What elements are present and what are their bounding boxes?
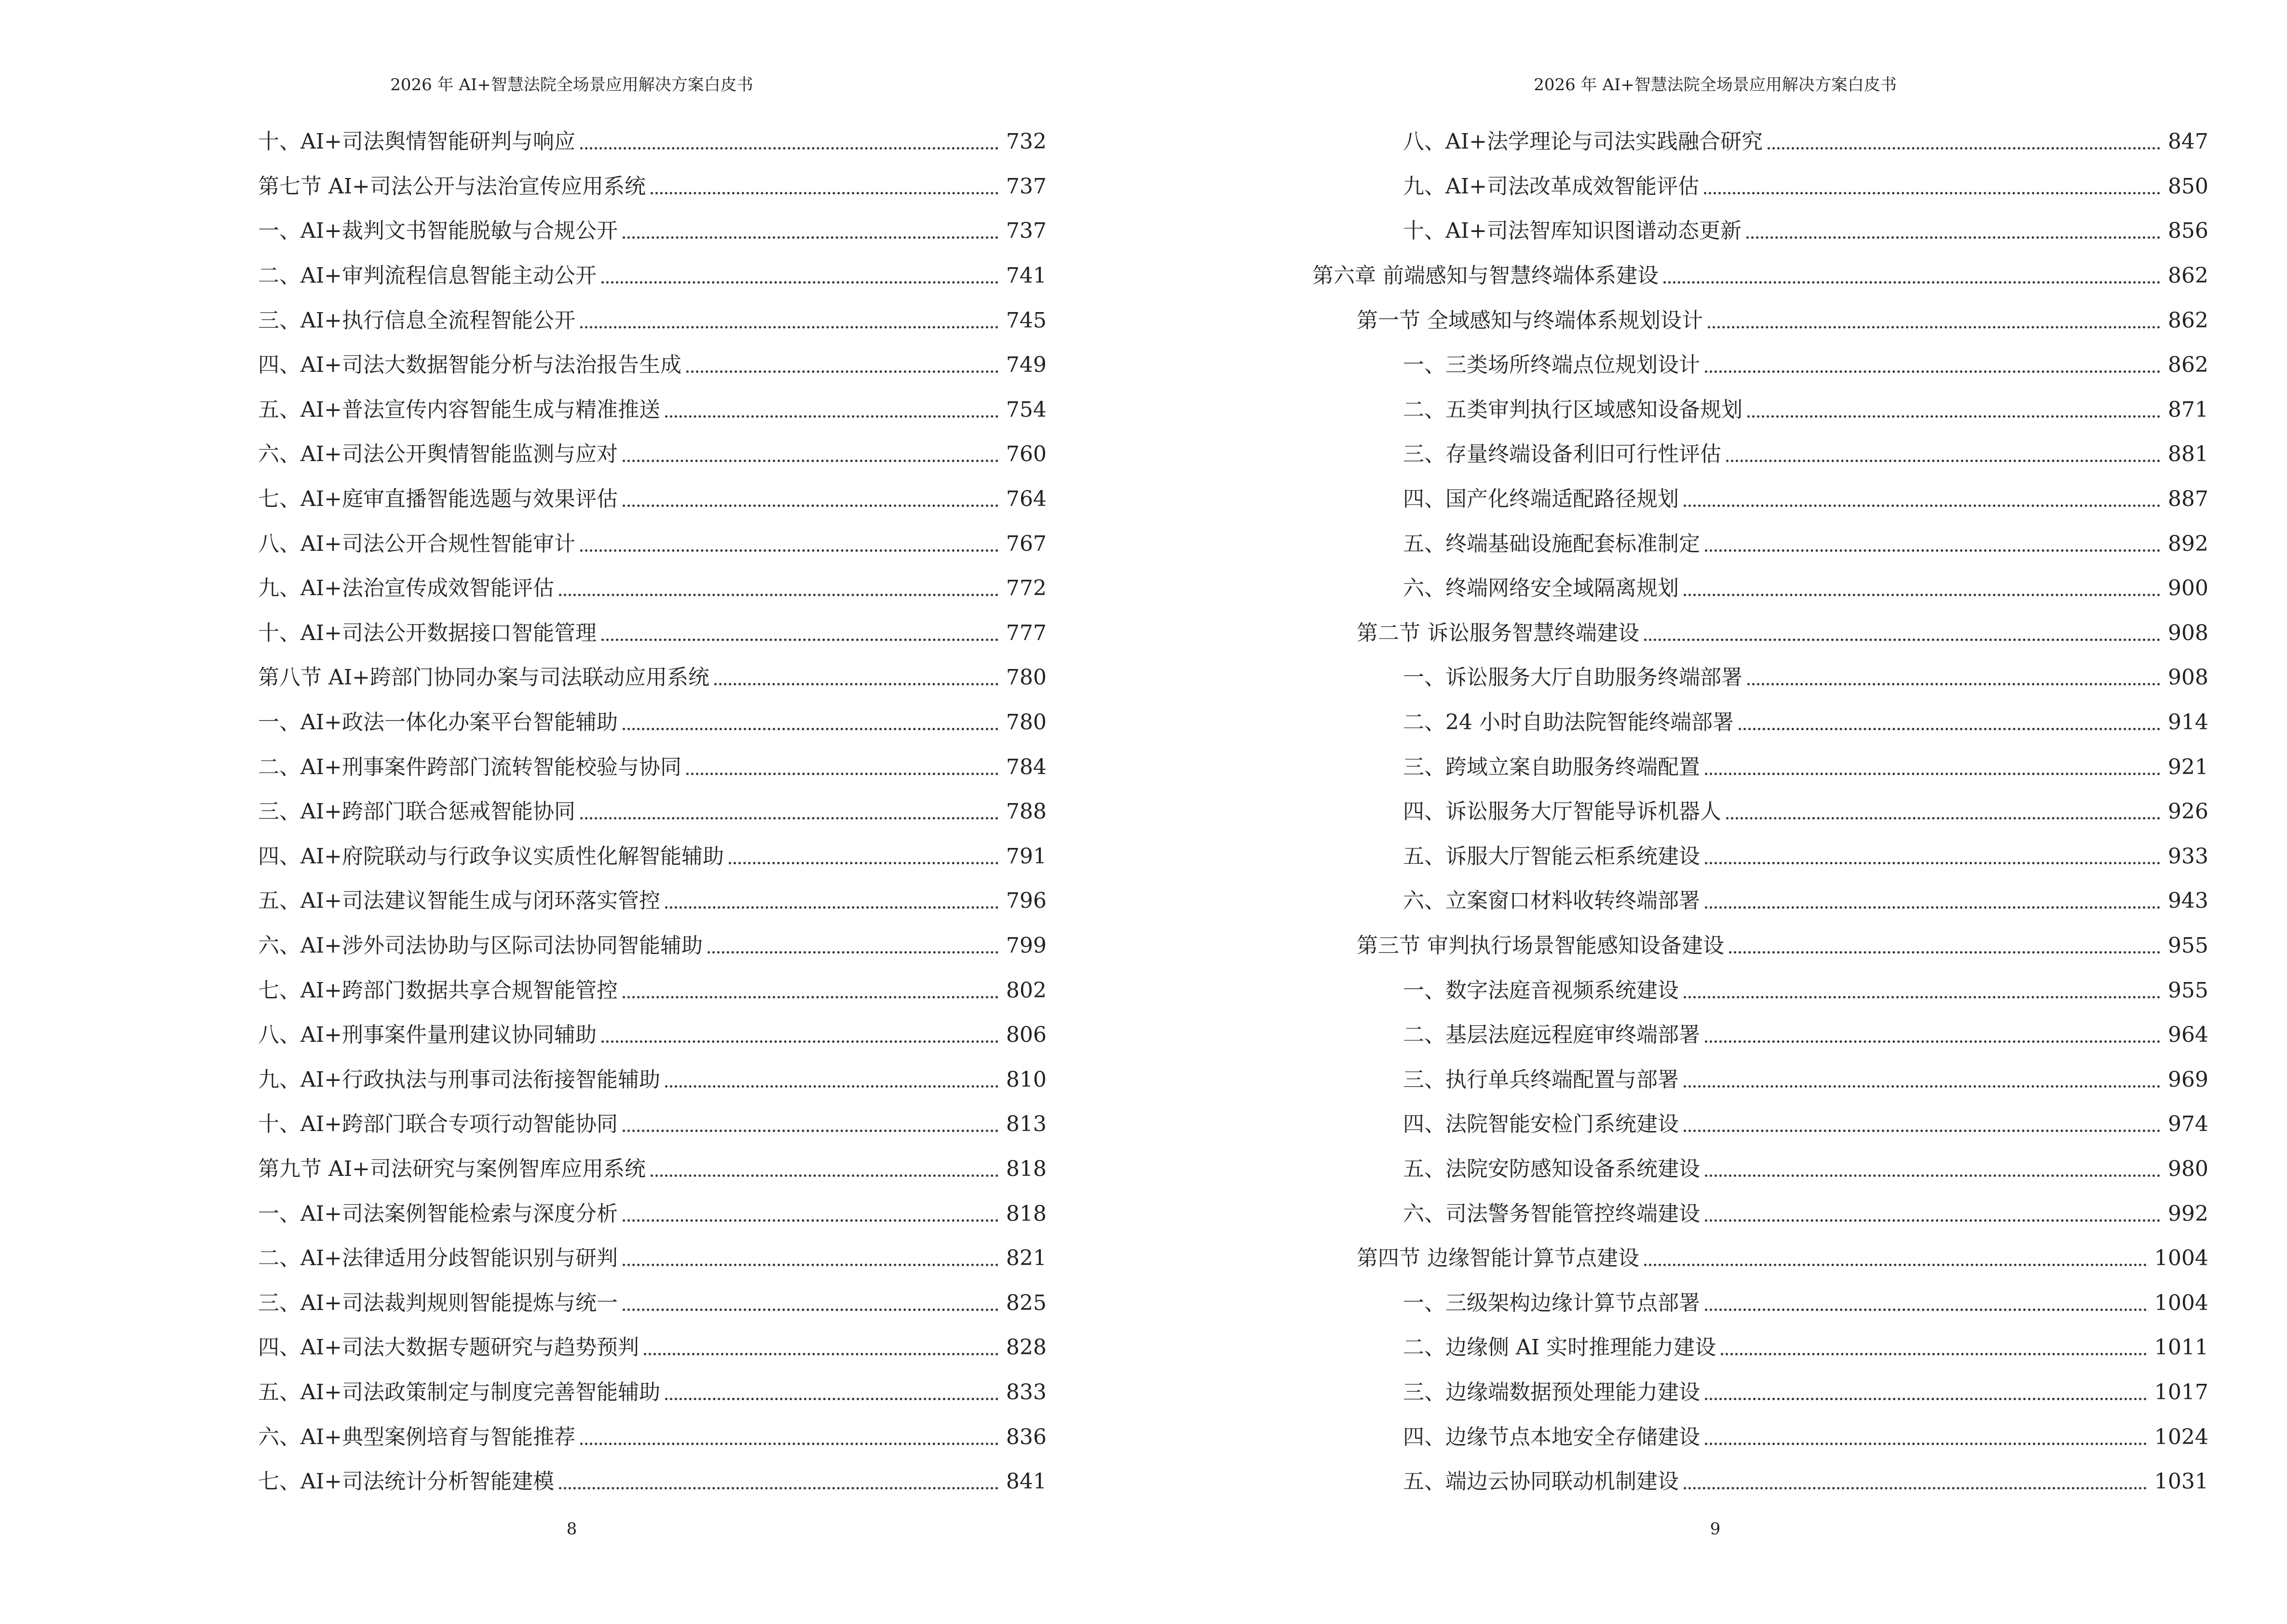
toc-subsection-entry[interactable] — [214, 432, 1047, 477]
toc-entry-page-number: 825 — [1006, 1290, 1047, 1315]
toc-dot-leader — [1705, 1427, 2147, 1448]
toc-dot-leader — [1705, 533, 2160, 555]
toc-entry-title: 四、国产化终端适配路径规划 — [1403, 487, 1679, 512]
toc-dot-leader — [686, 355, 998, 376]
toc-entry-page-number: 813 — [1006, 1112, 1047, 1137]
toc-subsection-entry[interactable] — [1312, 968, 2208, 1013]
toc-subsection-entry[interactable] — [214, 209, 1047, 254]
toc-entry-title: 一、三类场所终端点位规划设计 — [1403, 353, 1700, 378]
toc-section-entry[interactable] — [214, 164, 1047, 209]
toc-entry-page-number: 749 — [1006, 353, 1047, 378]
toc-subsection-entry[interactable] — [214, 1415, 1047, 1460]
toc-entry-page-number: 836 — [1006, 1424, 1047, 1449]
toc-subsection-entry[interactable] — [214, 521, 1047, 566]
toc-dot-leader — [665, 1382, 998, 1403]
toc-dot-leader — [1708, 310, 2160, 331]
toc-entry-title: 第九节 AI+司法研究与案例智库应用系统 — [258, 1156, 646, 1181]
toc-dot-leader — [623, 444, 998, 465]
toc-entry-page-number: 862 — [2168, 353, 2208, 378]
toc-entry-page-number: 908 — [2168, 665, 2208, 690]
toc-subsection-entry[interactable] — [214, 611, 1047, 656]
toc-entry-page-number: 767 — [1006, 531, 1047, 556]
toc-entry-title: 十、AI+司法智库知识图谱动态更新 — [1403, 218, 1742, 244]
toc-entry-title: 第二节 诉讼服务智慧终端建设 — [1357, 620, 1639, 645]
toc-entry-page-number: 821 — [1006, 1246, 1047, 1271]
toc-entry-title: 六、AI+涉外司法协助与区际司法协同智能辅助 — [258, 933, 703, 958]
toc-entry-title: 八、AI+刑事案件量刑建议协同辅助 — [258, 1023, 597, 1048]
toc-subsection-entry[interactable] — [1312, 745, 2208, 790]
toc-subsection-entry[interactable] — [1312, 1460, 2208, 1504]
toc-entry-page-number: 732 — [1006, 129, 1047, 154]
toc-dot-leader — [580, 310, 998, 331]
toc-entry-title: 三、存量终端设备利旧可行性评估 — [1403, 442, 1721, 467]
toc-dot-leader — [1739, 712, 2160, 733]
toc-entry-title: 五、AI+司法建议智能生成与闭环落实管控 — [258, 888, 661, 914]
toc-entry-title: 六、立案窗口材料收转终端部署 — [1403, 888, 1700, 914]
toc-section-entry[interactable] — [214, 655, 1047, 700]
toc-entry-page-number: 850 — [2168, 174, 2208, 199]
toc-dot-leader — [651, 1159, 998, 1180]
toc-dot-leader — [601, 1024, 998, 1046]
toc-entry-page-number: 969 — [2168, 1067, 2208, 1092]
toc-entry-title: 一、AI+司法案例智能检索与深度分析 — [258, 1201, 618, 1226]
toc-entry-page-number: 921 — [2168, 754, 2208, 779]
toc-subsection-entry[interactable] — [1312, 879, 2208, 924]
toc-entry-page-number: 802 — [1006, 978, 1047, 1003]
toc-section-entry[interactable] — [1312, 611, 2208, 656]
toc-dot-leader — [1644, 623, 2160, 644]
toc-entry-title: 第六章 前端感知与智慧终端体系建设 — [1312, 263, 1659, 288]
toc-entry-page-number: 1017 — [2154, 1379, 2208, 1405]
toc-dot-leader — [580, 801, 998, 822]
toc-entry-page-number: 833 — [1006, 1379, 1047, 1405]
toc-dot-leader — [1705, 1024, 2160, 1046]
toc-entry-page-number: 980 — [2168, 1156, 2208, 1181]
toc-entry-page-number: 1004 — [2154, 1290, 2208, 1315]
toc-entry-title: 四、AI+司法大数据智能分析与法治报告生成 — [258, 353, 682, 378]
toc-dot-leader — [1705, 355, 2160, 376]
toc-subsection-entry[interactable] — [214, 1102, 1047, 1147]
toc-subsection-entry[interactable] — [214, 968, 1047, 1013]
toc-entry-page-number: 1011 — [2154, 1335, 2208, 1360]
toc-dot-leader — [1684, 578, 2160, 599]
toc-entry-title: 四、AI+司法大数据专题研究与趋势预判 — [258, 1335, 640, 1360]
toc-entry-page-number: 933 — [2168, 844, 2208, 869]
toc-entry-title: 二、AI+法律适用分歧智能识别与研判 — [258, 1246, 618, 1271]
toc-entry-page-number: 818 — [1006, 1156, 1047, 1181]
toc-entry-page-number: 780 — [1006, 665, 1047, 690]
toc-dot-leader — [1704, 176, 2160, 197]
toc-entry-page-number: 892 — [2168, 531, 2208, 556]
toc-entry-title: 五、法院安防感知设备系统建设 — [1403, 1156, 1700, 1181]
toc-subsection-entry[interactable] — [214, 1013, 1047, 1058]
toc-entry-page-number: 764 — [1006, 487, 1047, 512]
toc-entry-title: 六、AI+司法公开舆情智能监测与应对 — [258, 442, 618, 467]
toc-dot-leader — [665, 399, 998, 421]
toc-entry-title: 三、跨域立案自助服务终端配置 — [1403, 754, 1700, 779]
toc-entry-title: 三、AI+跨部门联合惩戒智能协同 — [258, 799, 576, 824]
toc-entry-title: 二、基层法庭远程庭审终端部署 — [1403, 1023, 1700, 1048]
toc-dot-leader — [1726, 801, 2160, 822]
toc-entry-title: 三、AI+执行信息全流程智能公开 — [258, 308, 576, 333]
toc-list — [1312, 120, 2208, 1504]
toc-entry-page-number: 841 — [1006, 1469, 1047, 1494]
toc-entry-page-number: 926 — [2168, 799, 2208, 824]
toc-entry-title: 九、AI+司法改革成效智能评估 — [1403, 174, 1700, 199]
toc-subsection-entry[interactable] — [214, 1460, 1047, 1504]
toc-entry-title: 四、边缘节点本地安全存储建设 — [1403, 1424, 1700, 1449]
toc-entry-title: 三、执行单兵终端配置与部署 — [1403, 1067, 1679, 1092]
toc-dot-leader — [1684, 1114, 2160, 1135]
toc-entry-page-number: 799 — [1006, 933, 1047, 958]
toc-entry-title: 九、AI+法治宣传成效智能评估 — [258, 576, 555, 601]
toc-entry-title: 七、AI+司法统计分析智能建模 — [258, 1469, 555, 1494]
toc-entry-page-number: 788 — [1006, 799, 1047, 824]
toc-subsection-entry[interactable] — [1312, 120, 2208, 164]
toc-dot-leader — [1705, 890, 2160, 912]
toc-entry-title: 一、三级架构边缘计算节点部署 — [1403, 1290, 1700, 1315]
toc-entry-page-number: 900 — [2168, 576, 2208, 601]
toc-entry-page-number: 955 — [2168, 978, 2208, 1003]
toc-entry-title: 四、法院智能安检门系统建设 — [1403, 1112, 1679, 1137]
toc-entry-page-number: 810 — [1006, 1067, 1047, 1092]
toc-entry-page-number: 908 — [2168, 620, 2208, 645]
toc-subsection-entry[interactable] — [1312, 388, 2208, 433]
toc-subsection-entry[interactable] — [1312, 209, 2208, 254]
toc-entry-title: 四、诉讼服务大厅智能导诉机器人 — [1403, 799, 1721, 824]
toc-entry-page-number: 856 — [2168, 218, 2208, 244]
toc-entry-title: 七、AI+庭审直播智能选题与效果评估 — [258, 487, 618, 512]
toc-entry-title: 五、AI+司法政策制定与制度完善智能辅助 — [258, 1379, 661, 1405]
toc-entry-title: 五、端边云协同联动机制建设 — [1403, 1469, 1679, 1494]
toc-dot-leader — [623, 1203, 998, 1225]
toc-entry-title: 八、AI+司法公开合规性智能审计 — [258, 531, 576, 556]
toc-entry-title: 六、终端网络安全域隔离规划 — [1403, 576, 1679, 601]
toc-dot-leader — [559, 1471, 998, 1492]
toc-dot-leader — [1684, 489, 2160, 510]
toc-subsection-entry[interactable] — [214, 477, 1047, 522]
toc-dot-leader — [601, 623, 998, 644]
toc-entry-page-number: 737 — [1006, 174, 1047, 199]
toc-subsection-entry[interactable] — [1312, 1102, 2208, 1147]
toc-entry-page-number: 955 — [2168, 933, 2208, 958]
toc-dot-leader — [1663, 265, 2160, 287]
toc-subsection-entry[interactable] — [1312, 1370, 2208, 1415]
toc-dot-leader — [1705, 1203, 2160, 1225]
toc-section-entry[interactable] — [1312, 1236, 2208, 1281]
toc-dot-leader — [580, 1427, 998, 1448]
toc-entry-title: 一、AI+裁判文书智能脱敏与合规公开 — [258, 218, 618, 244]
toc-subsection-entry[interactable] — [214, 879, 1047, 924]
toc-entry-title: 第一节 全域感知与终端体系规划设计 — [1357, 308, 1703, 333]
toc-entry-title: 五、诉服大厅智能云柜系统建设 — [1403, 844, 1700, 869]
toc-dot-leader — [601, 265, 998, 287]
toc-dot-leader — [1684, 1471, 2147, 1492]
toc-dot-leader — [1644, 1248, 2147, 1269]
toc-dot-leader — [1705, 1293, 2147, 1314]
toc-dot-leader — [644, 1337, 998, 1358]
toc-entry-title: 十、AI+司法舆情智能研判与响应 — [258, 129, 576, 154]
toc-entry-title: 第七节 AI+司法公开与法治宣传应用系统 — [258, 174, 646, 199]
toc-entry-title: 四、AI+府院联动与行政争议实质性化解智能辅助 — [258, 844, 724, 869]
toc-subsection-entry[interactable] — [1312, 521, 2208, 566]
page-number: 9 — [1710, 1519, 1721, 1539]
toc-dot-leader — [708, 935, 998, 956]
toc-entry-title: 六、司法警务智能管控终端建设 — [1403, 1201, 1700, 1226]
toc-subsection-entry[interactable] — [1312, 1191, 2208, 1236]
toc-subsection-entry[interactable] — [214, 120, 1047, 164]
toc-entry-title: 第三节 审判执行场景智能感知设备建设 — [1357, 933, 1724, 958]
toc-entry-page-number: 992 — [2168, 1201, 2208, 1226]
toc-subsection-entry[interactable] — [1312, 655, 2208, 700]
toc-dot-leader — [1684, 980, 2160, 1001]
toc-entry-page-number: 1004 — [2154, 1246, 2208, 1271]
toc-dot-leader — [1721, 1337, 2147, 1358]
toc-chapter-entry[interactable] — [1312, 254, 2208, 299]
toc-dot-leader — [580, 533, 998, 555]
toc-dot-leader — [1684, 1069, 2160, 1091]
toc-dot-leader — [1705, 1159, 2160, 1180]
toc-entry-page-number: 737 — [1006, 218, 1047, 244]
toc-entry-page-number: 777 — [1006, 620, 1047, 645]
toc-entry-page-number: 974 — [2168, 1112, 2208, 1137]
toc-entry-page-number: 1024 — [2154, 1424, 2208, 1449]
toc-entry-page-number: 828 — [1006, 1335, 1047, 1360]
toc-entry-title: 三、边缘端数据预处理能力建设 — [1403, 1379, 1700, 1405]
page-number: 8 — [566, 1519, 577, 1539]
toc-dot-leader — [1726, 444, 2160, 465]
toc-subsection-entry[interactable] — [214, 343, 1047, 388]
toc-subsection-entry[interactable] — [1312, 1057, 2208, 1102]
toc-entry-title: 一、AI+政法一体化办案平台智能辅助 — [258, 710, 618, 735]
toc-entry-page-number: 806 — [1006, 1023, 1047, 1048]
toc-subsection-entry[interactable] — [1312, 432, 2208, 477]
toc-dot-leader — [1705, 757, 2160, 778]
toc-entry-page-number: 943 — [2168, 888, 2208, 914]
toc-subsection-entry[interactable] — [1312, 1013, 2208, 1058]
toc-dot-leader — [623, 980, 998, 1001]
toc-subsection-entry[interactable] — [214, 1236, 1047, 1281]
toc-entry-title: 一、诉讼服务大厅自助服务终端部署 — [1403, 665, 1742, 690]
toc-dot-leader — [665, 1069, 998, 1091]
toc-subsection-entry[interactable] — [214, 790, 1047, 834]
toc-subsection-entry[interactable] — [214, 1370, 1047, 1415]
toc-entry-page-number: 1031 — [2154, 1469, 2208, 1494]
toc-dot-leader — [1705, 846, 2160, 867]
toc-section-entry[interactable] — [1312, 924, 2208, 969]
toc-subsection-entry[interactable] — [214, 1057, 1047, 1102]
toc-dot-leader — [665, 890, 998, 912]
toc-entry-page-number: 881 — [2168, 442, 2208, 467]
toc-subsection-entry[interactable] — [214, 745, 1047, 790]
toc-entry-title: 九、AI+行政执法与刑事司法衔接智能辅助 — [258, 1067, 661, 1092]
toc-dot-leader — [714, 667, 998, 688]
toc-dot-leader — [623, 712, 998, 733]
toc-entry-page-number: 818 — [1006, 1201, 1047, 1226]
toc-subsection-entry[interactable] — [1312, 164, 2208, 209]
toc-subsection-entry[interactable] — [1312, 477, 2208, 522]
toc-subsection-entry[interactable] — [1312, 834, 2208, 879]
toc-entry-title: 三、AI+司法裁判规则智能提炼与统一 — [258, 1290, 618, 1315]
toc-dot-leader — [1729, 935, 2160, 956]
toc-entry-title: 二、AI+刑事案件跨部门流转智能校验与协同 — [258, 754, 682, 779]
toc-entry-title: 二、AI+审判流程信息智能主动公开 — [258, 263, 597, 288]
toc-dot-leader — [1747, 667, 2160, 688]
toc-entry-page-number: 791 — [1006, 844, 1047, 869]
right-page — [1144, 0, 2287, 1624]
toc-entry-title: 六、AI+典型案例培育与智能推荐 — [258, 1424, 576, 1449]
running-header: 2026 年 AI+智慧法院全场景应用解决方案白皮书 — [1534, 75, 1897, 95]
toc-entry-title: 十、AI+跨部门联合专项行动智能协同 — [258, 1112, 618, 1137]
toc-subsection-entry[interactable] — [1312, 343, 2208, 388]
toc-dot-leader — [623, 1114, 998, 1135]
toc-section-entry[interactable] — [214, 1147, 1047, 1192]
toc-entry-page-number: 796 — [1006, 888, 1047, 914]
toc-entry-title: 八、AI+法学理论与司法实践融合研究 — [1403, 129, 1763, 154]
toc-subsection-entry[interactable] — [1312, 790, 2208, 834]
toc-entry-page-number: 784 — [1006, 754, 1047, 779]
toc-entry-page-number: 862 — [2168, 263, 2208, 288]
toc-dot-leader — [623, 220, 998, 242]
toc-entry-page-number: 772 — [1006, 576, 1047, 601]
toc-entry-title: 第八节 AI+跨部门协同办案与司法联动应用系统 — [258, 665, 710, 690]
toc-entry-title: 二、五类审判执行区域感知设备规划 — [1403, 397, 1742, 422]
toc-entry-title: 一、数字法庭音视频系统建设 — [1403, 978, 1679, 1003]
toc-subsection-entry[interactable] — [214, 700, 1047, 745]
toc-dot-leader — [559, 578, 998, 599]
toc-subsection-entry[interactable] — [214, 388, 1047, 433]
toc-subsection-entry[interactable] — [214, 298, 1047, 343]
toc-entry-page-number: 847 — [2168, 129, 2208, 154]
toc-entry-page-number: 887 — [2168, 487, 2208, 512]
toc-dot-leader — [1705, 1382, 2147, 1403]
toc-subsection-entry[interactable] — [214, 254, 1047, 299]
toc-dot-leader — [729, 846, 998, 867]
toc-subsection-entry[interactable] — [214, 1191, 1047, 1236]
toc-subsection-entry[interactable] — [1312, 1325, 2208, 1370]
toc-subsection-entry[interactable] — [1312, 1147, 2208, 1192]
toc-entry-title: 五、终端基础设施配套标准制定 — [1403, 531, 1700, 556]
toc-dot-leader — [1768, 131, 2160, 152]
toc-entry-page-number: 760 — [1006, 442, 1047, 467]
toc-entry-page-number: 741 — [1006, 263, 1047, 288]
toc-entry-page-number: 964 — [2168, 1023, 2208, 1048]
toc-entry-page-number: 745 — [1006, 308, 1047, 333]
toc-dot-leader — [651, 176, 998, 197]
toc-entry-title: 第四节 边缘智能计算节点建设 — [1357, 1246, 1639, 1271]
toc-dot-leader — [1747, 399, 2160, 421]
toc-dot-leader — [623, 1248, 998, 1269]
toc-entry-title: 七、AI+跨部门数据共享合规智能管控 — [258, 978, 618, 1003]
toc-dot-leader — [623, 1293, 998, 1314]
running-header: 2026 年 AI+智慧法院全场景应用解决方案白皮书 — [390, 75, 753, 95]
toc-subsection-entry[interactable] — [214, 1325, 1047, 1370]
toc-subsection-entry[interactable] — [214, 1281, 1047, 1325]
toc-subsection-entry[interactable] — [214, 566, 1047, 611]
toc-dot-leader — [580, 131, 998, 152]
toc-subsection-entry[interactable] — [214, 834, 1047, 879]
toc-entry-title: 二、边缘侧 AI 实时推理能力建设 — [1403, 1335, 1716, 1360]
toc-section-entry[interactable] — [1312, 298, 2208, 343]
toc-entry-page-number: 780 — [1006, 710, 1047, 735]
toc-subsection-entry[interactable] — [1312, 1281, 2208, 1325]
toc-entry-title: 五、AI+普法宣传内容智能生成与精准推送 — [258, 397, 661, 422]
toc-dot-leader — [686, 757, 998, 778]
toc-entry-page-number: 862 — [2168, 308, 2208, 333]
toc-entry-title: 二、24 小时自助法院智能终端部署 — [1403, 710, 1734, 735]
toc-subsection-entry[interactable] — [214, 924, 1047, 969]
toc-entry-title: 十、AI+司法公开数据接口智能管理 — [258, 620, 597, 645]
toc-entry-page-number: 914 — [2168, 710, 2208, 735]
toc-entry-page-number: 754 — [1006, 397, 1047, 422]
toc-subsection-entry[interactable] — [1312, 700, 2208, 745]
toc-dot-leader — [623, 489, 998, 510]
toc-dot-leader — [1746, 220, 2160, 242]
toc-entry-page-number: 871 — [2168, 397, 2208, 422]
toc-list — [214, 120, 1047, 1504]
toc-subsection-entry[interactable] — [1312, 566, 2208, 611]
toc-subsection-entry[interactable] — [1312, 1415, 2208, 1460]
